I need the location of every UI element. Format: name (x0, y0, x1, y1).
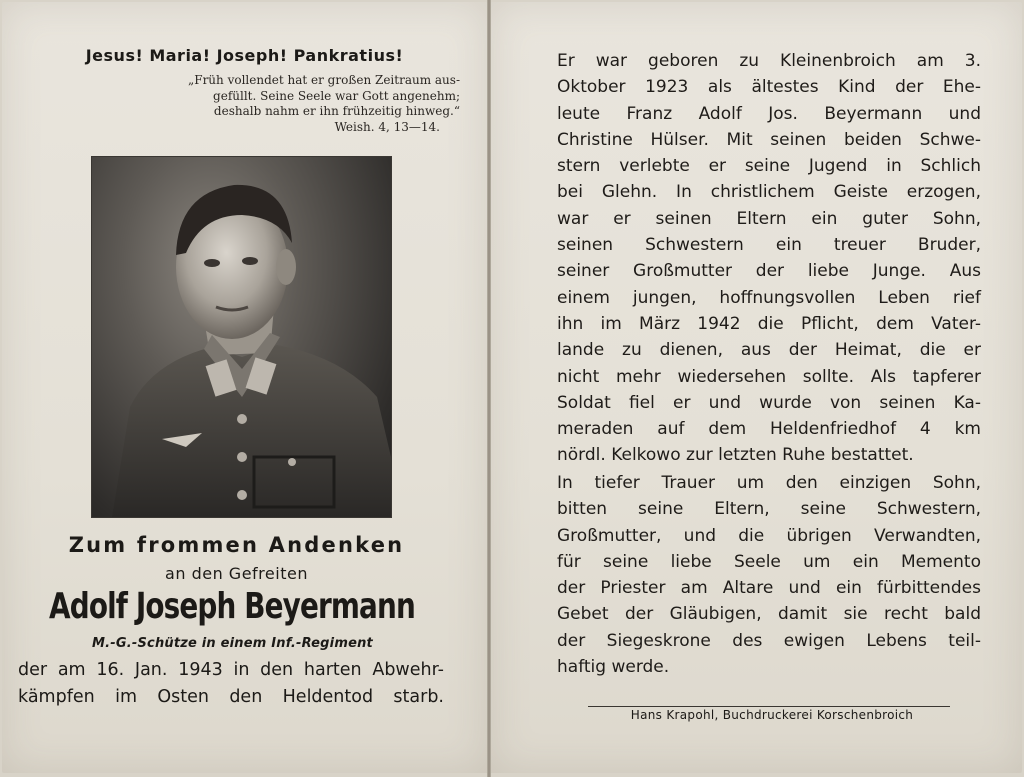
printer-credit: Hans Krapohl, Buchdruckerei Korschenbroich (630, 708, 914, 722)
death-notice (18, 657, 444, 711)
quote-line: „Früh vollendet hat er großen Zeitraum aus- (188, 73, 460, 87)
bio-line: einem jungen, hoffnungsvollen Leben rief (557, 287, 981, 308)
bio-line: leute Franz Adolf Jos. Beyermann und (557, 103, 981, 124)
portrait-illustration (92, 157, 391, 517)
memorial-heading: Zum frommen Andenken (68, 533, 405, 557)
printer-divider (588, 706, 950, 707)
soldier-portrait-photo (91, 156, 392, 518)
motto-heading: Jesus! Maria! Joseph! Pankratius! (85, 46, 404, 65)
death-line: kämpfen im Osten den Heldentod starb. (18, 687, 444, 707)
bio-line: seiner Großmutter der liebe Junge. Aus (557, 261, 981, 282)
death-line: der am 16. Jan. 1943 in den harten Abwehr- (18, 660, 444, 680)
bio-line: Christine Hülser. Mit seinen beiden Schwe- (557, 129, 981, 150)
prayer-line: Großmutter, und die übrigen Verwandten, (557, 525, 981, 546)
bio-line: seinen Schwestern ein treuer Bruder, (557, 235, 981, 256)
rank-intro: an den Gefreiten (165, 564, 308, 583)
prayer-line: für seine liebe Seele um ein Memento (557, 551, 981, 572)
bio-line: Soldat fiel er und wurde von seinen Ka- (557, 392, 981, 413)
quote-line: gefüllt. Seine Seele war Gott angenehm; (213, 88, 460, 103)
prayer-line: bitten seine Eltern, seine Schwestern, (557, 499, 981, 520)
bio-line: Oktober 1923 als ältestes Kind der Ehe- (557, 77, 981, 98)
bio-line: Er war geboren zu Kleinenbroich am 3. (557, 51, 981, 71)
prayer-request-text (557, 470, 981, 680)
prayer-line: der Priester am Altare und ein fürbittendes (557, 578, 981, 599)
prayer-line: In tiefer Trauer um den einzigen Sohn, (557, 473, 981, 493)
quote-source: Weish. 4, 13—14. (334, 119, 440, 134)
bio-line: lande zu dienen, aus der Heimat, die er (557, 340, 981, 361)
prayer-line: haftig werde. (557, 657, 670, 678)
bio-line: nicht mehr wiedersehen sollte. Als tapferer (557, 366, 981, 387)
unit-description: M.-G.-Schütze in einem Inf.-Regiment (92, 636, 373, 651)
bio-line: bei Glehn. In christlichem Geiste erzogen, (557, 182, 981, 203)
bio-line: stern verlebte er seine Jugend in Schlich (557, 156, 981, 177)
bible-quote (74, 73, 460, 135)
quote-line: deshalb nahm er ihn frühzeitig hinweg.“ (213, 104, 460, 118)
prayer-line: Gebet der Gläubigen, damit sie recht bald (557, 604, 981, 625)
card-fold (487, 0, 491, 777)
bio-line: nördl. Kelkowo zur letzten Ruhe bestattet. (557, 445, 914, 466)
biography-text (557, 48, 981, 469)
prayer-line: der Siegeskrone des ewigen Lebens teil- (557, 630, 981, 651)
bio-line: war er seinen Eltern ein guter Sohn, (557, 208, 981, 229)
deceased-name: Adolf Joseph Beyermann (49, 586, 415, 627)
bio-line: ihn im März 1942 die Pflicht, dem Vater- (557, 313, 981, 334)
bio-line: meraden auf dem Heldenfriedhof 4 km (557, 419, 981, 440)
